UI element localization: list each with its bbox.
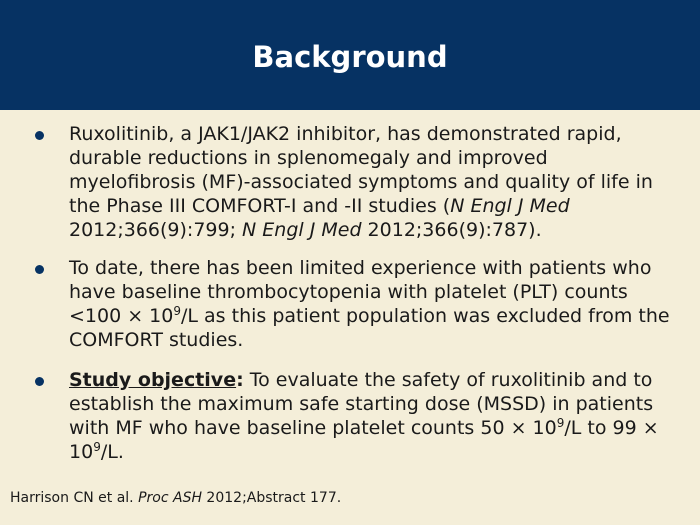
footnote-rest: 2012;Abstract 177. — [201, 490, 342, 506]
title-bar — [0, 0, 700, 110]
bullet-dot-icon — [35, 131, 44, 140]
label-colon: : — [236, 369, 244, 391]
superscript: 9 — [173, 304, 182, 318]
journal-name: N Engl J Med — [450, 195, 570, 217]
bullet-item — [0, 122, 700, 242]
bullet-text: 2012;366(9):799; — [69, 219, 243, 241]
bullet-text: 2012;366(9):787). — [361, 219, 542, 241]
footnote-journal: Proc ASH — [138, 490, 202, 506]
study-objective-label: Study objective — [69, 369, 237, 391]
bullet-text: Ruxolitinib, a JAK1/JAK2 inhibitor, has demonstrated rapid, durable reductions in splenomegaly and improved myelofibrosis (MF)-associated symptoms and quality of life in the Phase III COMFORT-I and -II studies ( — [69, 123, 653, 217]
bullet-text: /L. — [100, 441, 124, 463]
bullet-list — [0, 122, 700, 479]
bullet-item — [0, 368, 700, 464]
superscript: 9 — [556, 416, 565, 430]
bullet-item — [0, 256, 700, 352]
bullet-text: To evaluate the safety of ruxolitinib and to establish the maximum safe starting dose (MSSD) in patients with MF who have baseline platelet counts 50 × 10 — [69, 369, 654, 439]
footnote-citation — [10, 490, 341, 506]
footnote-author: Harrison CN et al. — [10, 490, 139, 506]
bullet-text: /L to 99 × 10 — [69, 417, 659, 463]
bullet-dot-icon — [35, 377, 44, 386]
slide-title: Background — [252, 40, 448, 74]
bullet-dot-icon — [35, 265, 44, 274]
bullet-text: To date, there has been limited experience with patients who have baseline thrombocytopenia with platelet (PLT) counts <100 × 10 — [69, 257, 652, 327]
journal-name: N Engl J Med — [242, 219, 362, 241]
superscript: 9 — [93, 440, 101, 454]
bullet-text: /L as this patient population was excluded from the COMFORT studies. — [69, 305, 670, 351]
